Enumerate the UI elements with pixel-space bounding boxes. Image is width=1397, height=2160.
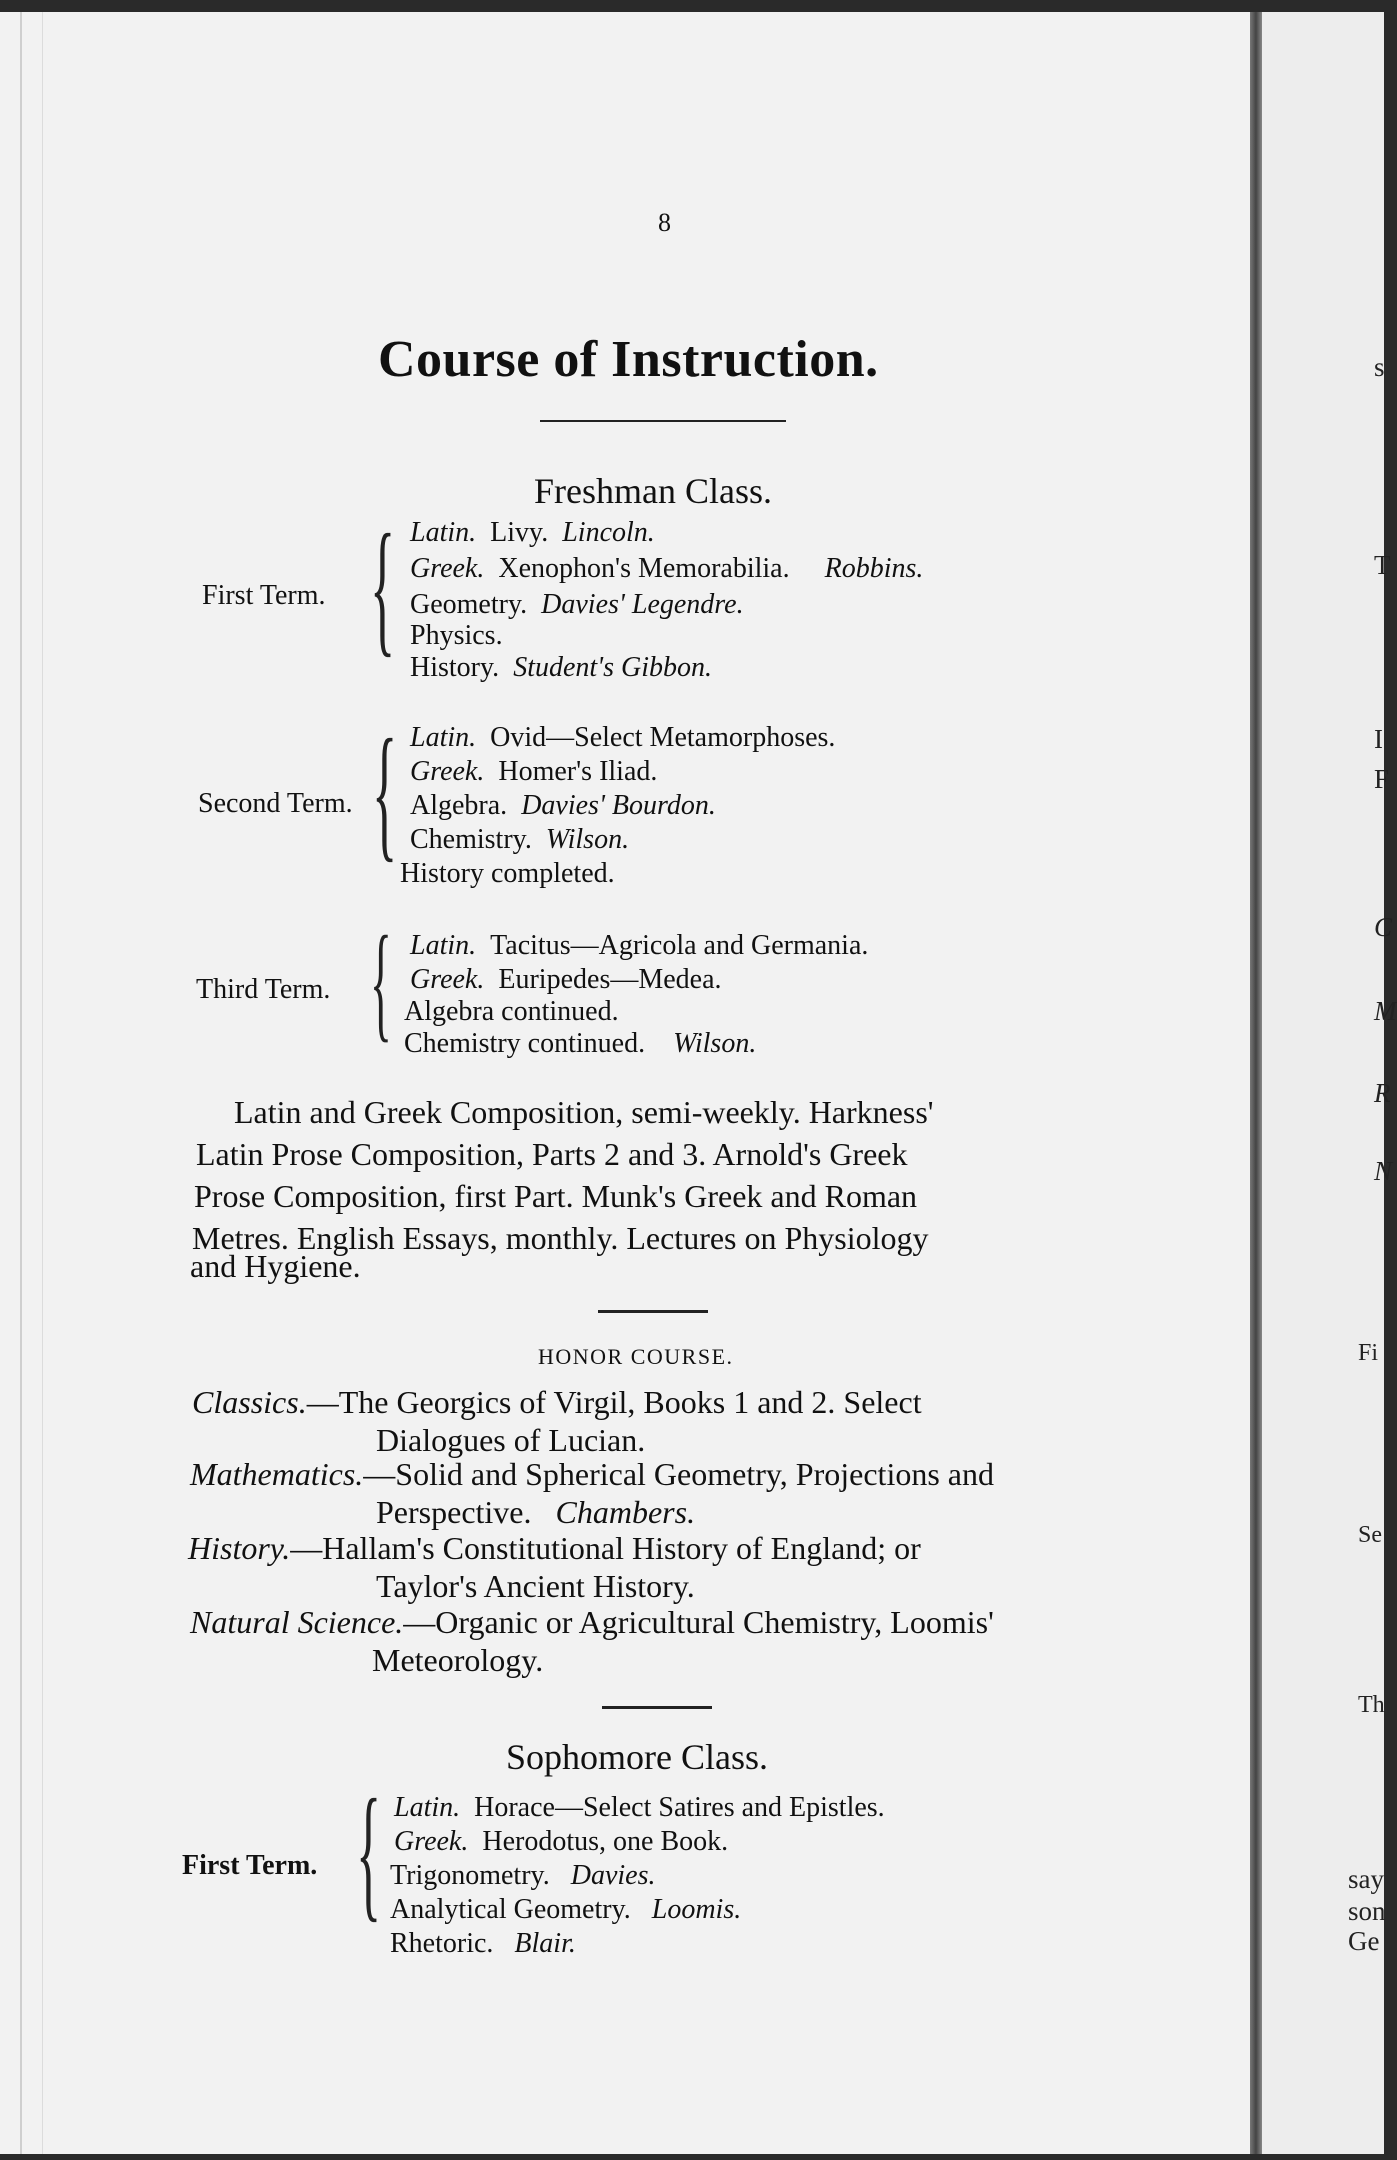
course-line: Algebra. Davies' Bourdon.: [410, 790, 716, 821]
course-line: Trigonometry. Davies.: [390, 1860, 656, 1891]
paragraph-line: Metres. English Essays, monthly. Lectures on Physiology: [192, 1220, 929, 1256]
course-line: Greek. Xenophon's Memorabilia. Robbins.: [410, 553, 924, 584]
fragment: N: [1374, 1156, 1393, 1186]
term-label: First Term.: [202, 580, 326, 611]
course-line: Greek. Homer's Iliad.: [410, 756, 658, 787]
term-label: First Term.: [182, 1850, 318, 1881]
brace: {: [370, 504, 396, 670]
honor-item-cont: Meteorology.: [372, 1642, 544, 1678]
fragment: son: [1348, 1896, 1386, 1926]
section-rule: [602, 1706, 712, 1709]
course-line: Greek. Herodotus, one Book.: [394, 1826, 729, 1857]
course-line: Chemistry continued. Wilson.: [404, 1028, 757, 1059]
page-edge: [42, 12, 43, 2154]
honor-heading: HONOR COURSE.: [538, 1344, 734, 1369]
title-rule: [540, 420, 786, 422]
course-line: History. Student's Gibbon.: [410, 652, 713, 683]
course-line: History completed.: [400, 858, 615, 889]
course-line: Latin. Tacitus—Agricola and Germania.: [410, 930, 869, 961]
term-label: Third Term.: [196, 974, 331, 1005]
course-line: Latin. Ovid—Select Metamorphoses.: [410, 722, 836, 753]
paragraph-line: Latin and Greek Composition, semi-weekly. Harkness': [234, 1094, 934, 1130]
fragment: say: [1348, 1864, 1384, 1894]
fragment: M: [1374, 996, 1397, 1026]
freshman-heading: Freshman Class.: [534, 471, 772, 511]
page-edge: [20, 12, 22, 2154]
honor-item: Mathematics.—Solid and Spherical Geometry, Projections and: [190, 1456, 994, 1492]
page: [0, 12, 1250, 2154]
page-number: 8: [658, 208, 671, 237]
course-line: Physics.: [410, 620, 503, 651]
course-line: Rhetoric. Blair.: [390, 1928, 576, 1959]
fragment: C: [1374, 912, 1393, 942]
fragment: Ge: [1348, 1926, 1380, 1956]
course-line: Algebra continued.: [404, 996, 619, 1027]
sophomore-heading: Sophomore Class.: [506, 1737, 769, 1777]
term-label: Second Term.: [198, 788, 353, 819]
course-line: Latin. Livy. Lincoln.: [410, 517, 655, 548]
honor-item: History.—Hallam's Constitutional History of England; or: [188, 1530, 921, 1566]
brace: {: [356, 1769, 382, 1935]
paragraph-line: Latin Prose Composition, Parts 2 and 3. Arnold's Greek: [196, 1136, 908, 1172]
paragraph-line: and Hygiene.: [190, 1248, 361, 1284]
next-page-edge: [1262, 12, 1397, 2154]
section-rule: [598, 1310, 708, 1313]
fragment: F: [1374, 764, 1390, 794]
fragment: I: [1374, 724, 1383, 754]
brace: {: [372, 709, 398, 875]
honor-item: Natural Science.—Organic or Agricultural Chemistry, Loomis': [190, 1604, 994, 1640]
fragment: Se: [1358, 1522, 1382, 1548]
course-line: Latin. Horace—Select Satires and Epistles.: [394, 1792, 885, 1823]
fragment: R: [1374, 1078, 1391, 1108]
fragment: Fi: [1358, 1340, 1379, 1366]
course-line: Greek. Euripedes—Medea.: [410, 964, 722, 995]
course-line: Analytical Geometry. Loomis.: [390, 1894, 742, 1925]
fragment: Th: [1358, 1692, 1385, 1718]
paragraph-line: Prose Composition, first Part. Munk's Greek and Roman: [194, 1178, 918, 1214]
brace: {: [370, 910, 392, 1054]
course-line: Geometry. Davies' Legendre.: [410, 589, 744, 620]
honor-item-cont: Taylor's Ancient History.: [376, 1568, 695, 1604]
course-line: Chemistry. Wilson.: [410, 824, 630, 855]
book-gutter: [1250, 12, 1262, 2154]
honor-item-cont: Perspective. Chambers.: [376, 1494, 696, 1530]
honor-item: Classics.—The Georgics of Virgil, Books 1 and 2. Select: [192, 1384, 922, 1420]
honor-item-cont: Dialogues of Lucian.: [376, 1422, 646, 1458]
fragment: s: [1374, 352, 1385, 382]
page-title: Course of Instruction.: [378, 331, 879, 388]
fragment: T: [1374, 550, 1391, 580]
